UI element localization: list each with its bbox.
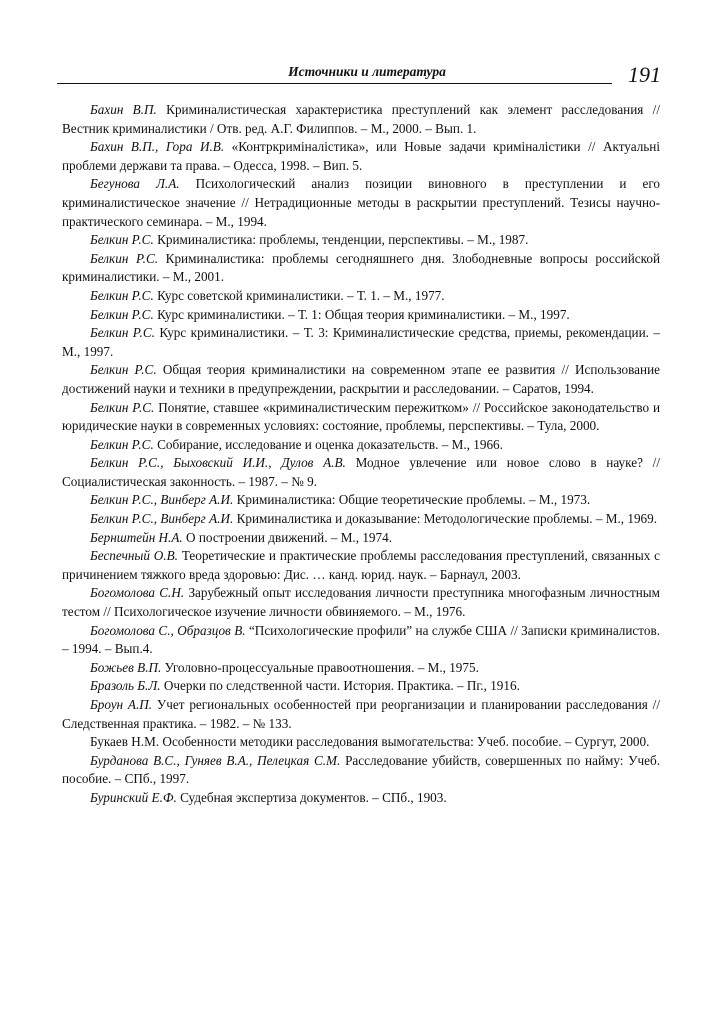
entry-text: Общая теория криминалистики на современном этапе ее развития // Использование достижений науки и техники в предупреждении, раскрытии и расследовании. – Саратов, 1994.	[62, 362, 660, 396]
entry-text: Зарубежный опыт исследования личности преступника многофазным личностным тестом // Психологическое изучение личности обвиняемого. – М., 1976.	[62, 585, 661, 620]
bibliography-entry	[62, 677, 660, 696]
bibliography-entry	[62, 436, 660, 455]
bibliography-entry	[62, 175, 660, 231]
entry-author: Белкин Р.С.	[90, 325, 155, 341]
entry-author: Бахин В.П.	[90, 102, 157, 117]
entry-text: Теоретические и практические проблемы расследования преступлений, связанных с причинением тяжкого вреда здоровью: Дис. … канд. юрид. наук. – Барнаул, 2003.	[62, 548, 660, 582]
bibliography-entry	[62, 622, 660, 659]
entry-author: Белкин Р.С.	[90, 436, 154, 452]
entry-text: Курс советской криминалистики. – Т. 1. – М., 1977.	[157, 287, 445, 303]
bibliography-entry	[62, 306, 660, 325]
bibliography-entry	[62, 324, 660, 361]
entry-text: Модное увлечение или новое слово в науке? // Социалистическая законность. – 1987. – № 9.	[62, 455, 660, 489]
entry-text: Психологический анализ позиции виновного в преступлении и его криминалистическое значение // Нетрадиционные методы в раскрытии преступлений. Тезисы научно-практического семинара. – М., 1994.	[62, 176, 660, 229]
entry-author: Бахин В.П., Гора И.В.	[90, 139, 225, 155]
entry-author: Белкин Р.С.	[90, 306, 154, 322]
entry-text: Очерки по следственной части. История. Практика. – Пг., 1916.	[163, 678, 520, 694]
entry-text: Криминалистика: проблемы, тенденции, перспективы. – М., 1987.	[157, 232, 529, 248]
bibliography-entry	[62, 752, 660, 789]
bibliography-entry	[62, 659, 660, 678]
entry-text: Курс криминалистики. – Т. 1: Общая теория криминалистики. – М., 1997.	[157, 306, 570, 322]
entry-author: Белкин Р.С., Винберг А.И.	[90, 492, 234, 508]
bibliography-entry	[62, 789, 660, 808]
bibliography-entry	[62, 733, 660, 752]
bibliography-entry	[62, 491, 660, 510]
entry-author: Беспечный О.В.	[90, 548, 178, 564]
bibliography-entry	[62, 399, 660, 436]
entry-author: Белкин Р.С., Быховский И.И., Дулов А.В.	[90, 455, 346, 471]
entry-text: О построении движений. – М., 1974.	[186, 529, 392, 545]
entry-author: Бразоль Б.Л.	[90, 678, 161, 694]
entry-author: Богомолова С.Н.	[90, 585, 185, 601]
bibliography-entry	[62, 361, 660, 398]
entry-text: Криминалистика и доказывание: Методологические проблемы. – М., 1969.	[236, 511, 658, 527]
entry-text: Расследование убийств, совершенных по найму: Учеб. пособие. – СПб., 1997.	[62, 752, 661, 787]
entry-text: Собирание, исследование и оценка доказательств. – М., 1966.	[157, 436, 503, 452]
entry-text: “Психологические профили” на службе США // Записки криминалистов. – 1994. – Вып.4.	[62, 622, 660, 657]
entry-author: Белкин Р.С.	[90, 232, 154, 248]
entry-author: Богомолова С., Образцов В.	[90, 622, 246, 638]
entry-author: Бурданова В.С., Гуняев В.А., Пелецкая С.М.	[90, 752, 341, 768]
entry-text: Криминалистическая характеристика преступлений как элемент расследования // Вестник криминалистики / Отв. ред. А.Г. Филиппов. – М., 2000. – Вып. 1.	[62, 102, 660, 136]
entry-text: Криминалистика: Общие теоретические проблемы. – М., 1973.	[236, 492, 591, 508]
bibliography-list	[62, 101, 660, 808]
running-header-title: Источники и литература	[288, 64, 446, 79]
entry-text: Курс криминалистики. – Т. 3: Криминалистические средства, приемы, рекомендации. – М., 1997.	[62, 325, 661, 359]
bibliography-entry	[62, 696, 660, 733]
entry-author: Божьев В.П.	[90, 659, 162, 675]
bibliography-entry	[62, 454, 660, 491]
bibliography-entry	[62, 231, 660, 250]
bibliography-entry	[62, 101, 660, 138]
entry-author: Белкин Р.С.	[90, 250, 159, 266]
entry-author: Буринский Е.Ф.	[90, 789, 177, 805]
page-number: 191	[628, 62, 661, 87]
running-header	[57, 62, 660, 92]
bibliography-entry	[62, 250, 660, 287]
entry-text: «Контркриміналістика», или Новые задачи криміналістики // Актуальні проблеми держави та права. – Одесса, 1998. – Вип. 5.	[62, 139, 661, 173]
entry-author: Броун А.П.	[90, 697, 153, 712]
entry-text: Понятие, ставшее «криминалистическим пережитком» // Российское законодательство и юридические науки в современных условиях: состояние, проблемы, перспективы. – Тула, 2000.	[62, 399, 661, 434]
entry-text: Криминалистика: проблемы сегодняшнего дня. Злободневные вопросы российской криминалистики. – М., 2001.	[62, 250, 660, 285]
entry-author: Белкин Р.С.	[90, 399, 155, 415]
bibliography-entry	[62, 529, 660, 548]
bibliography-entry	[62, 584, 660, 621]
entry-text: Букаев Н.М. Особенности методики расследования вымогательства: Учеб. пособие. – Сургут, 2000.	[90, 734, 650, 750]
bibliography-entry	[62, 547, 660, 584]
entry-author: Белкин Р.С.	[90, 362, 157, 378]
entry-author: Белкин Р.С., Винберг А.И.	[90, 511, 234, 527]
bibliography-entry	[62, 138, 660, 175]
entry-text: Уголовно-процессуальные правоотношения. – М., 1975.	[164, 659, 479, 675]
bibliography-entry	[62, 510, 660, 529]
entry-author: Белкин Р.С.	[90, 287, 154, 303]
entry-text: Судебная экспертиза документов. – СПб., 1903.	[180, 789, 447, 805]
header-rule	[57, 83, 612, 84]
entry-author: Бернштейн Н.А.	[90, 529, 183, 545]
bibliography-entry	[62, 287, 660, 306]
entry-author: Бегунова Л.А.	[90, 176, 180, 192]
entry-text: Учет региональных особенностей при реорганизации и планировании расследования // Следственная практика. – 1982. – № 133.	[62, 697, 660, 731]
